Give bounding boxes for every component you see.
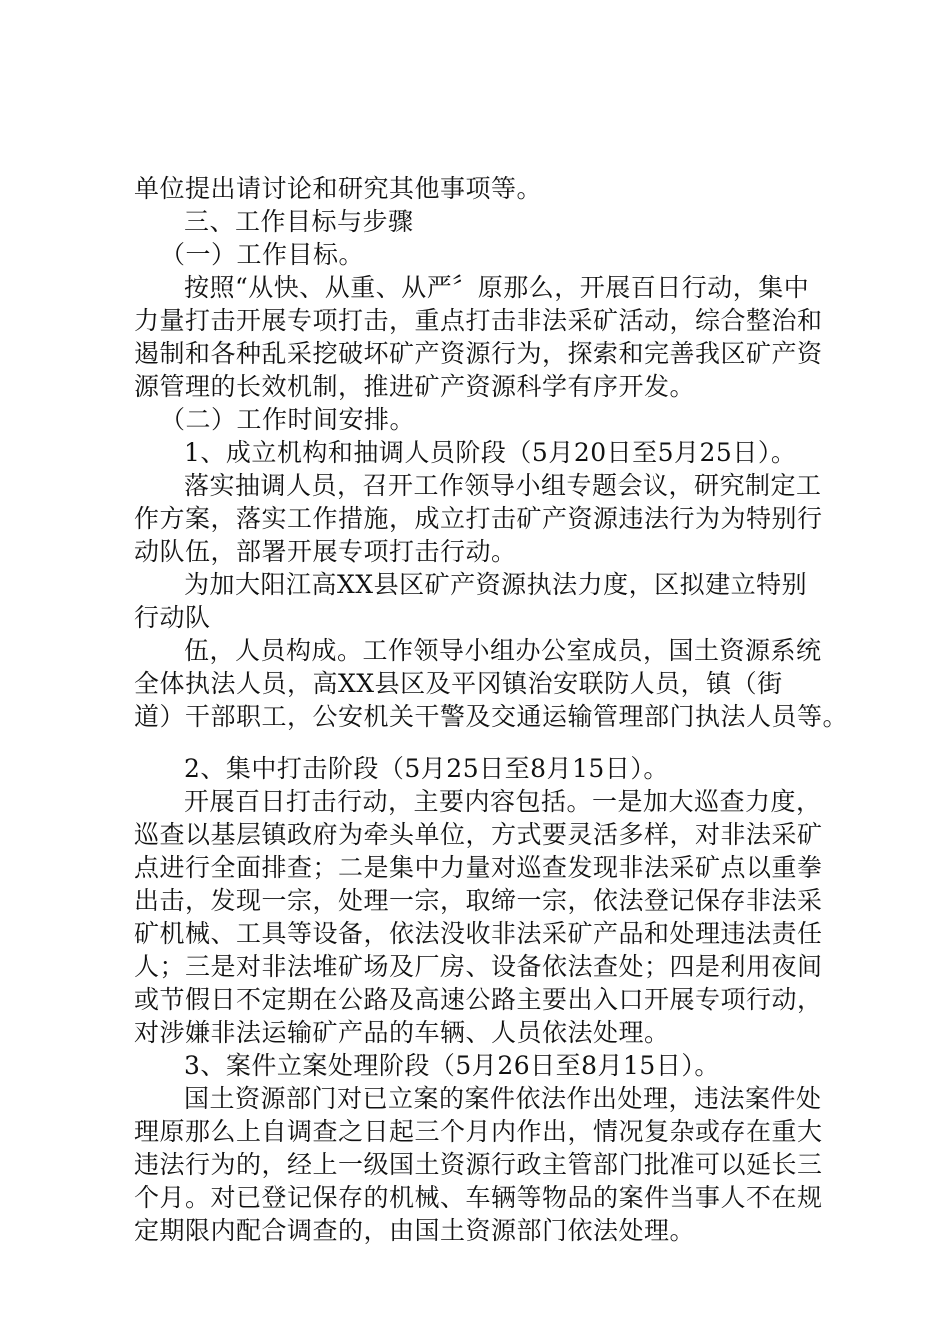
text-line: 遏制和各种乱采挖破坏矿产资源行为，探索和完善我区矿产资	[134, 339, 823, 368]
text-line: 伍，人员构成。工作领导小组办公室成员，国土资源系统	[184, 636, 822, 665]
text-line: 力量打击开展专项打击，重点打击非法采矿活动，综合整治和	[134, 306, 823, 335]
text-line: 巡查以基层镇政府为牵头单位，方式要灵活多样，对非法采矿	[134, 820, 823, 849]
text-line: 动队伍，部署开展专项打击行动。	[134, 537, 517, 566]
text-line: 作方案，落实工作措施，成立打击矿产资源违法行为为特别行	[134, 504, 823, 533]
section-heading: 三、工作目标与步骤	[184, 207, 414, 236]
text-line: 全体执法人员，高XX县区及平冈镇治安联防人员，镇（街	[134, 669, 783, 698]
text-line: 为加大阳江高XX县区矿产资源执法力度，区拟建立特别	[184, 570, 808, 599]
text-line: 矿机械、工具等设备，依法没收非法采矿产品和处理违法责任	[134, 919, 823, 948]
text-line: 定期限内配合调查的，由国土资源部门依法处理。	[134, 1216, 696, 1245]
text-line: 行动队	[134, 603, 211, 632]
stage-heading: 1、成立机构和抽调人员阶段（5月20日至5月25日）。	[184, 438, 797, 467]
text-line: 源管理的长效机制，推进矿产资源科学有序开发。	[134, 372, 696, 401]
text-line: 理原那么上自调查之日起三个月内作出，情况复杂或存在重大	[134, 1117, 823, 1146]
text-line: 道）干部职工，公安机关干警及交通运输管理部门执法人员等。	[134, 702, 849, 731]
text-line: 人；三是对非法堆矿场及厂房、设备依法查处；四是利用夜间	[134, 952, 823, 981]
text-line: 出击，发现一宗，处理一宗，取缔一宗，依法登记保存非法采	[134, 886, 823, 915]
subsection-heading: （一）工作目标。	[160, 240, 365, 269]
stage-heading: 3、案件立案处理阶段（5月26日至8月15日）。	[184, 1051, 720, 1080]
text-line: 按照“从快、从重、从严〞原那么，开展百日行动，集中	[184, 273, 810, 302]
text-line: 个月。对已登记保存的机械、车辆等物品的案件当事人不在规	[134, 1183, 823, 1212]
stage-heading: 2、集中打击阶段（5月25日至8月15日）。	[184, 754, 669, 783]
text-line: 对涉嫌非法运输矿产品的车辆、人员依法处理。	[134, 1018, 670, 1047]
text-line: 落实抽调人员，召开工作领导小组专题会议，研究制定工	[184, 471, 822, 500]
text-line: 或节假日不定期在公路及高速公路主要出入口开展专项行动，	[134, 985, 823, 1014]
text-line: 开展百日打击行动，主要内容包括。一是加大巡查力度，	[184, 787, 822, 816]
text-line: 违法行为的，经上一级国土资源行政主管部门批准可以延长三	[134, 1150, 823, 1179]
text-line: 点进行全面排查；二是集中力量对巡查发现非法采矿点以重拳	[134, 853, 823, 882]
subsection-heading: （二）工作时间安排。	[160, 405, 416, 434]
text-line: 国土资源部门对已立案的案件依法作出处理，违法案件处	[184, 1084, 822, 1113]
text-line: 单位提出请讨论和研究其他事项等。	[134, 174, 543, 203]
